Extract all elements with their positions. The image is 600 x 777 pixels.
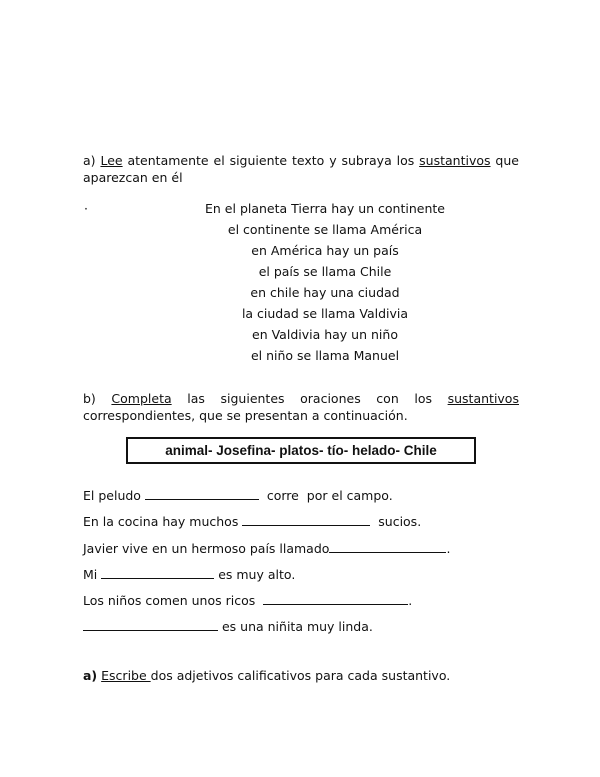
poem [150, 200, 500, 368]
instruction-a-text-1: atentamente el siguiente texto y subraya los [122, 153, 420, 168]
sentence-6 [83, 617, 373, 635]
poem-line: el país se llama Chile [258, 264, 392, 279]
sentence-1 [83, 486, 393, 504]
instruction-b-noun-word: sustantivos [447, 391, 519, 406]
sentence-text-before: Javier vive en un hermoso país llamado [83, 541, 330, 556]
instruction-c [83, 667, 519, 684]
poem-line: en Valdivia hay un niño [252, 327, 398, 342]
poem-line: la ciudad se llama Valdivia [241, 306, 409, 321]
instruction-a [83, 152, 519, 186]
instruction-c-label: a) [83, 668, 98, 683]
sentence-3 [83, 539, 450, 557]
word-bank-box: animal- Josefina- platos- tío- helado- Chile [126, 437, 476, 464]
instruction-b-text-1: las siguientes oraciones con los [171, 391, 448, 406]
sentence-text-after: es muy alto. [214, 567, 296, 582]
instruction-b-text-2: correspondientes, que se presentan a continuación. [83, 408, 408, 423]
sentence-text-after: . [446, 541, 451, 556]
poem-line: el continente se llama América [227, 222, 423, 237]
poem-line: en chile hay una ciudad [250, 285, 400, 300]
instruction-a-noun-word: sustantivos [419, 153, 491, 168]
sentence-5 [83, 591, 412, 609]
answer-blank[interactable] [263, 591, 408, 605]
sentence-text-before: Los niños comen unos ricos [83, 593, 264, 608]
answer-blank[interactable] [83, 617, 218, 631]
poem-line: En el planeta Tierra hay un continente [205, 201, 445, 216]
sentence-text-before: En la cocina hay muchos [83, 514, 243, 529]
instruction-b-label: b) [83, 391, 96, 406]
instruction-c-text: dos adjetivos calificativos para cada sustantivo. [150, 668, 451, 683]
poem-line: el niño se llama Manuel [250, 348, 400, 363]
sentence-text-after: . [408, 593, 413, 608]
answer-blank[interactable] [101, 565, 214, 579]
instruction-a-label: a) [83, 153, 96, 168]
instruction-a-verb: Lee [100, 153, 123, 168]
answer-blank[interactable] [242, 512, 370, 526]
bullet-marker: · [84, 201, 88, 216]
sentence-4 [83, 565, 295, 583]
answer-blank[interactable] [145, 486, 259, 500]
instruction-c-verb: Escribe [101, 668, 151, 683]
sentence-text-after: corre por el campo. [258, 488, 393, 503]
sentence-text-before: Mi [83, 567, 102, 582]
sentence-text-after: sucios. [370, 514, 422, 529]
sentence-2 [83, 512, 421, 530]
instruction-a-text-2: que aparezcan en él [83, 153, 519, 185]
instruction-b-verb: Completa [111, 391, 172, 406]
sentence-text-before: El peludo [83, 488, 145, 503]
sentence-text-after: es una niñita muy linda. [218, 619, 373, 634]
instruction-b [83, 390, 519, 424]
answer-blank[interactable] [329, 539, 446, 553]
poem-line: en América hay un país [251, 243, 399, 258]
